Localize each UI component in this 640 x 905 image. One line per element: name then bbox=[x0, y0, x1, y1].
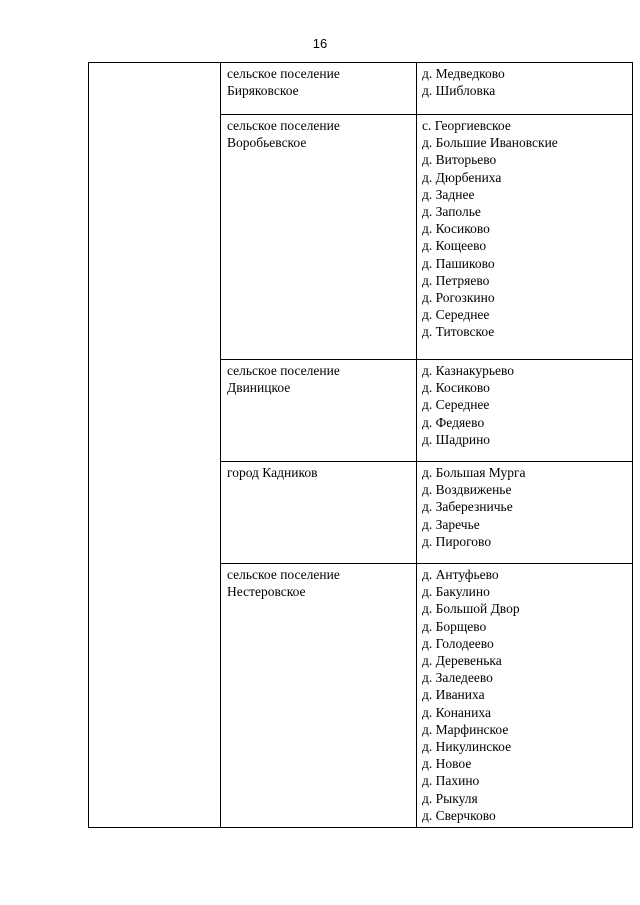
place-name: д. Пашиково bbox=[422, 255, 495, 271]
settlement-name-line: сельское поселение bbox=[227, 567, 340, 582]
place-name: д. Шибловка bbox=[422, 83, 496, 99]
places-cell bbox=[417, 63, 633, 115]
settlement-cell bbox=[221, 63, 417, 115]
place-name: д. Заднее bbox=[422, 186, 475, 202]
place-name: д. Большая Мурга bbox=[422, 465, 526, 480]
places-cell bbox=[417, 115, 633, 360]
place-name: д. Середнее bbox=[422, 397, 490, 413]
place-name: д. Медведково bbox=[422, 66, 505, 81]
settlement-cell bbox=[221, 564, 417, 828]
empty-district-cell bbox=[89, 63, 221, 828]
places-cell bbox=[417, 462, 633, 564]
settlement-name-line: Нестеровское bbox=[227, 584, 306, 600]
place-name: д. Воздвиженье bbox=[422, 482, 512, 498]
place-name: д. Большой Двор bbox=[422, 601, 520, 617]
place-name: д. Косиково bbox=[422, 380, 490, 396]
place-name: д. Косиково bbox=[422, 221, 490, 237]
place-name: д. Рыкуля bbox=[422, 790, 478, 806]
settlement-name-line: Биряковское bbox=[227, 83, 299, 99]
place-name: д. Никулинское bbox=[422, 739, 512, 755]
place-name: д. Заречье bbox=[422, 516, 480, 532]
places-cell bbox=[417, 564, 633, 828]
place-name: д. Бакулино bbox=[422, 584, 490, 600]
place-name: д. Большие Ивановские bbox=[422, 135, 558, 151]
place-name: д. Деревенька bbox=[422, 653, 502, 669]
table-row bbox=[89, 63, 633, 115]
places-cell bbox=[417, 360, 633, 462]
place-name: с. Георгиевское bbox=[422, 118, 511, 133]
settlement-name-line: Воробьевское bbox=[227, 135, 307, 151]
place-name: д. Виторьево bbox=[422, 152, 497, 168]
place-name: д. Сверчково bbox=[422, 807, 496, 823]
page-number: 16 bbox=[312, 36, 328, 51]
place-name: д. Дюрбениха bbox=[422, 169, 502, 185]
place-name: д. Заполье bbox=[422, 204, 481, 220]
place-name: д. Антуфьево bbox=[422, 567, 499, 582]
place-name: д. Рогозкино bbox=[422, 290, 495, 306]
settlement-name-line: сельское поселение bbox=[227, 118, 340, 133]
table-body bbox=[89, 63, 633, 828]
place-name: д. Заледеево bbox=[422, 670, 493, 686]
settlement-name-line: сельское поселение bbox=[227, 66, 340, 81]
place-name: д. Голодеево bbox=[422, 635, 494, 651]
place-name: д. Пахино bbox=[422, 773, 480, 789]
place-name: д. Новое bbox=[422, 756, 472, 772]
place-name: д. Титовское bbox=[422, 324, 495, 340]
place-name: д. Федяево bbox=[422, 414, 485, 430]
place-name: д. Кощеево bbox=[422, 238, 487, 254]
settlement-cell bbox=[221, 360, 417, 462]
place-name: д. Казнакурьево bbox=[422, 363, 515, 378]
settlement-name-line: сельское поселение bbox=[227, 363, 340, 378]
settlement-cell bbox=[221, 115, 417, 360]
settlement-name-line: город Кадников bbox=[227, 465, 318, 480]
place-name: д. Пирогово bbox=[422, 533, 492, 549]
place-name: д. Шадрино bbox=[422, 431, 491, 447]
place-name: д. Середнее bbox=[422, 307, 490, 323]
place-name: д. Борщево bbox=[422, 618, 487, 634]
place-name: д. Петряево bbox=[422, 272, 490, 288]
settlement-cell bbox=[221, 462, 417, 564]
settlement-name-line: Двиницкое bbox=[227, 380, 291, 396]
place-name: д. Марфинское bbox=[422, 721, 509, 737]
place-name: д. Иваниха bbox=[422, 687, 485, 703]
settlements-table bbox=[88, 62, 633, 828]
place-name: д. Конаниха bbox=[422, 704, 491, 720]
place-name: д. Заберезничье bbox=[422, 499, 513, 515]
